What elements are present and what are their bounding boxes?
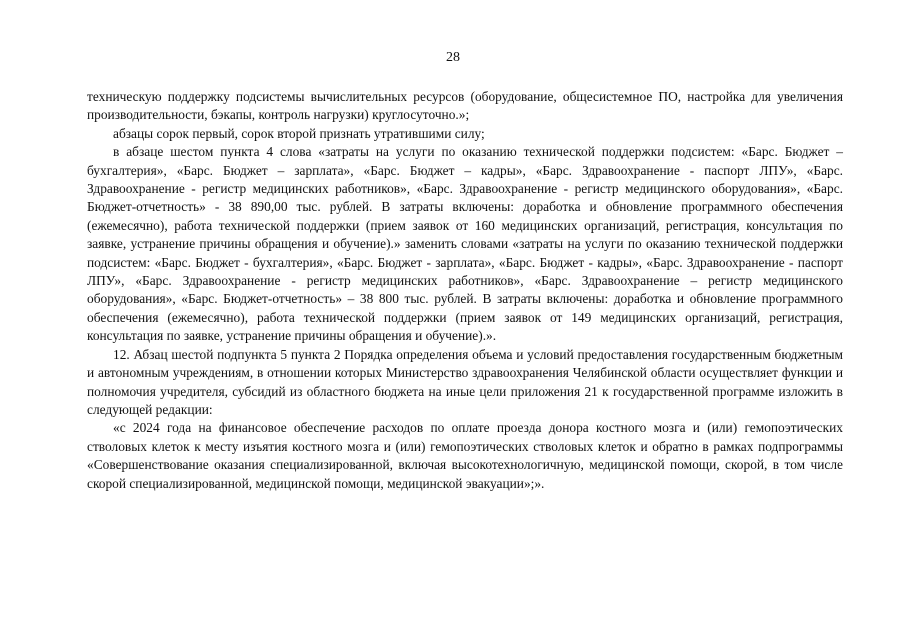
paragraph-new-wording: «с 2024 года на финансовое обеспечение расходов по оплате проезда донора костного мозга и (или) гемопоэтических стволовых клеток к месту изъятия костного мозга и (или) гемопоэтических стволовых клеток и обратно в рамках подпрограммы «Совершенствование оказания специализированной, включая высокотехнологичную, медицинской помощи, скорой, в том числе скорой специализированной, медицинской помощи, медицинской эвакуации»;».	[87, 420, 843, 491]
paragraph-item-12: 12. Абзац шестой подпункта 5 пункта 2 Порядка определения объема и условий предоставления государственным бюджетным и автономным учреждениям, в отношении которых Министерство здравоохранения Челябинской области осуществляет функции и полномочия учредителя, субсидий из областного бюджета на иные цели приложения 21 к государственной программе изложить в следующей редакции:	[87, 346, 843, 417]
paragraph-punkt-4-replacement: в абзаце шестом пункта 4 слова «затраты на услуги по оказанию технической поддержки подсистем: «Барс. Бюджет – бухгалтерия», «Барс. Бюджет – зарплата», «Барс. Бюджет – кадры», «Барс. Здравоохранение - паспорт ЛПУ», «Барс. Здравоохранение - регистр медицинских работников», «Барс. Здравоохранение - регистр медицинского оборудования», «Барс. Бюджет-отчетность» - 38 890,00 тыс. рублей. В затраты включены: доработка и обновление программного обеспечения (ежемесячно), работа технической поддержки (прием заявок от 160 медицинских организаций, регистрация, консультация по заявке, устранение причины обращения и обучение).» заменить словами «затраты на услуги по оказанию технической поддержки подсистем: «Барс. Бюджет - бухгалтерия», «Барс. Бюджет - зарплата», «Барс. Бюджет - кадры», «Барс. Здравоохранение - паспорт ЛПУ», «Барс. Здравоохранение - регистр медицинских работников», «Барс. Здравоохранение – регистр медицинского оборудования», «Барс. Бюджет-отчетность» – 38 800 тыс. рублей. В затраты включены: доработка и обновление программного обеспечения (ежемесячно), работа технической поддержки (прием заявок от 149 медицинских организаций, регистрация, консультация по заявке, устранение причины обращения и обучение).».	[87, 144, 843, 344]
page-number: 28	[446, 50, 460, 65]
paragraph-continuation: техническую поддержку подсистемы вычислительных ресурсов (оборудование, общесистемное ПО, настройка для увеличения производительности, бэкапы, контроль нагрузки) круглосуточно.»;	[87, 89, 843, 123]
document-body	[87, 88, 843, 493]
paragraph-abzacy-invalid: абзацы сорок первый, сорок второй признать утратившими силу;	[113, 125, 485, 141]
